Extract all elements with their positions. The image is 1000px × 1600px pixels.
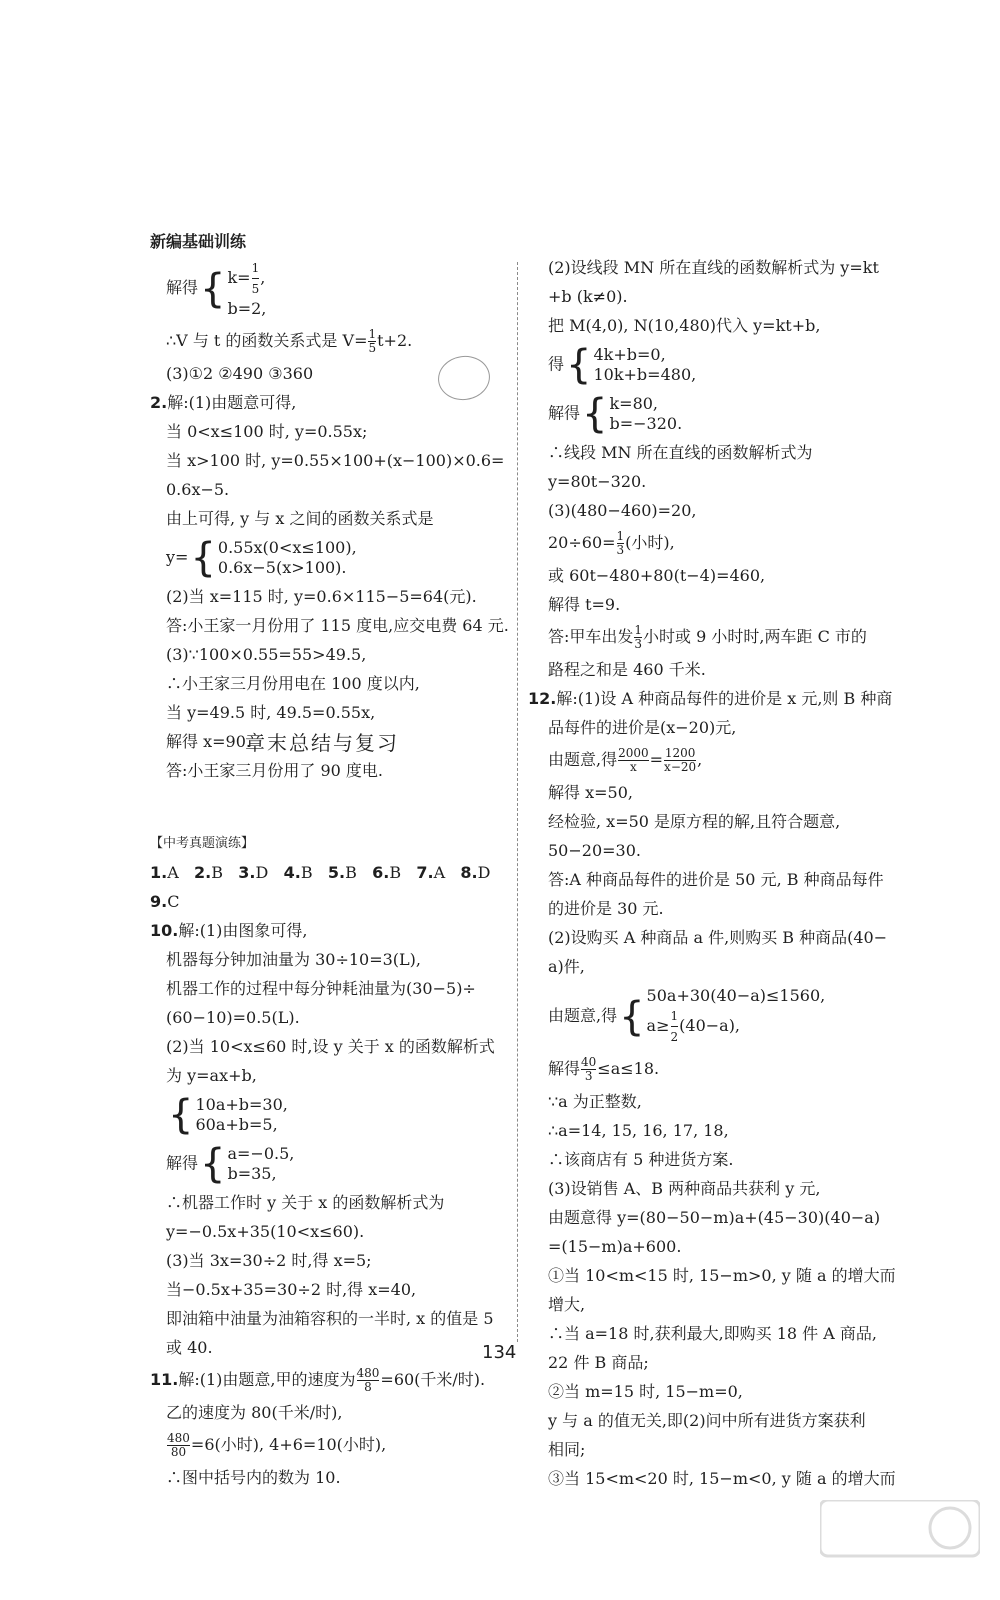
fraction: $\frac{1}{5}$ — [368, 327, 377, 355]
fraction: $\frac{1200}{x-20}$ — [664, 746, 697, 774]
running-header: 新编基础训练 — [150, 232, 247, 251]
text-line: 当 x>100 时, y=0.55×100+(x−100)×0.6= — [166, 451, 505, 470]
exam-tag: 【中考真题演练】 — [150, 836, 255, 851]
text-line: 由题意得 y=(80−50−m)a+(45−30)(40−a) — [548, 1208, 881, 1227]
text-line: 20÷60= $\frac{1}{3}$ (小时), — [548, 529, 675, 557]
text-line: 由题意,得 $\frac{2000}{x}$ = $\frac{1200}{x-20}$ , — [548, 746, 703, 774]
text-line: (2)设线段 MN 所在直线的函数解析式为 y=kt — [548, 258, 879, 277]
piecewise-function: y= { 0.55x(0<x≤100), 0.6x−5(x>100). — [166, 535, 357, 581]
text-line: =(15−m)a+600. — [548, 1237, 682, 1256]
text-line: ∴a=14, 15, 16, 17, 18, — [548, 1121, 729, 1140]
equation-system: 解得 { k=80, b=−320. — [548, 391, 683, 437]
text-line: (2)当 x=115 时, y=0.6×115−5=64(元). — [166, 587, 477, 606]
fraction: $\frac{1}{2}$ — [671, 1006, 679, 1047]
text: 解得 — [166, 278, 199, 297]
equation-system: 解得 { a=−0.5, b=35, — [166, 1141, 295, 1187]
text-line: ∴该商店有 5 种进货方案. — [548, 1150, 734, 1169]
text-line: 乙的速度为 80(千米/时), — [166, 1403, 343, 1422]
text-line: ∴线段 MN 所在直线的函数解析式为 — [548, 443, 813, 462]
equation-system: 得 { 4k+b=0, 10k+b=480, — [548, 342, 697, 388]
question-10: 10.解:(1)由图象可得, — [150, 921, 308, 940]
text-line: ∴小王家三月份用电在 100 度以内, — [166, 674, 420, 693]
fraction: $\frac{480}{8}$ — [356, 1366, 380, 1394]
text-line: 解得 x=50, — [548, 783, 633, 802]
question-2: 2.解:(1)由题意可得, — [150, 393, 297, 412]
text-line: 为 y=ax+b, — [166, 1066, 257, 1085]
right-column — [528, 258, 896, 1498]
text-line: 或 60t−480+80(t−4)=460, — [548, 566, 766, 585]
text-line: 当−0.5x+35=30÷2 时,得 x=40, — [166, 1280, 417, 1299]
text-line: 相同; — [548, 1440, 586, 1459]
multiple-choice-answers: 9.C — [150, 892, 180, 911]
text-line: 0.6x−5. — [166, 480, 230, 499]
text-line: (3)(480−460)=20, — [548, 501, 697, 520]
text-line: 当 0<x≤100 时, y=0.55x; — [166, 422, 368, 441]
text-line: a)件, — [548, 957, 585, 976]
multiple-choice-answers: 1.A 2.B 3.D 4.B 5.B 6.B 7.A 8.D — [150, 863, 491, 882]
text-line: 50−20=30. — [548, 841, 641, 860]
text-line: ∴V 与 t 的函数关系式是 V= $\frac{1}{5}$ t+2. — [166, 327, 413, 355]
section-title: 章末总结与复习 — [245, 731, 399, 755]
text-line: ③当 15<m<20 时, 15−m<0, y 随 a 的增大而 — [548, 1469, 896, 1488]
text-line: 机器每分钟加油量为 30÷10=3(L), — [166, 950, 421, 969]
text-line: 把 M(4,0), N(10,480)代入 y=kt+b, — [548, 316, 821, 335]
text-line: 增大, — [548, 1295, 586, 1314]
text-line: ∵a 为正整数, — [548, 1092, 642, 1111]
text-line: 解得 $\frac{40}{3}$ ≤a≤18. — [548, 1055, 660, 1083]
text-line: (3)当 3x=30÷2 时,得 x=5; — [166, 1251, 372, 1270]
text-line: 答:小王家一月份用了 115 度电,应交电费 64 元. — [166, 616, 509, 635]
text-line: (3)设销售 A、B 两种商品共获利 y 元, — [548, 1179, 821, 1198]
watermark-logo — [820, 1500, 980, 1590]
question-12: 12.解:(1)设 A 种商品每件的进价是 x 元,则 B 种商 — [528, 689, 893, 708]
question-11: 11.解:(1)由题意,甲的速度为 $\frac{480}{8}$ =60(千米/时). — [150, 1366, 486, 1394]
text-line: +b (k≠0). — [548, 287, 628, 306]
fraction: $\frac{1}{5}$ — [252, 258, 260, 299]
text-line: (3)①2 ②490 ③360 — [166, 364, 314, 383]
text-line: 22 件 B 商品; — [548, 1353, 649, 1372]
text-line: (2)当 10<x≤60 时,设 y 关于 x 的函数解析式 — [166, 1037, 495, 1056]
text-line: (3)∵100×0.55=55>49.5, — [166, 645, 367, 664]
text-line: ∴图中括号内的数为 10. — [166, 1468, 341, 1487]
text-line: ∴当 a=18 时,获利最大,即购买 18 件 A 商品, — [548, 1324, 877, 1343]
text: k= — [227, 268, 251, 287]
text-line: 或 40. — [166, 1338, 213, 1357]
text-line: 由上可得, y 与 x 之间的函数关系式是 — [166, 509, 434, 528]
text-line: (2)设购买 A 种商品 a 件,则购买 B 种商品(40− — [548, 928, 888, 947]
text-line: 解得 t=9. — [548, 595, 621, 614]
fraction: $\frac{480}{80}$ — [167, 1431, 190, 1459]
solution-system — [150, 258, 495, 319]
text-line: ②当 m=15 时, 15−m=0, — [548, 1382, 743, 1401]
fraction: $\frac{1}{3}$ — [634, 623, 643, 651]
page-number: 134 — [482, 1342, 517, 1363]
text-line: y 与 a 的值无关,即(2)问中所有进货方案获利 — [548, 1411, 866, 1430]
fraction: $\frac{2000}{x}$ — [618, 746, 649, 774]
text-line: 答:A 种商品每件的进价是 50 元, B 种商品每件 — [548, 870, 884, 889]
text-line: $\frac{480}{80}$ =6(小时), 4+6=10(小时), — [167, 1431, 387, 1459]
text-line: 品每件的进价是(x−20)元, — [548, 718, 737, 737]
text: b=2, — [227, 299, 267, 318]
equation-system: { 10a+b=30, 60a+b=5, — [168, 1092, 288, 1138]
text-line: 答:甲车出发 $\frac{1}{3}$ 小时或 9 小时时,两车距 C 市的 — [548, 623, 867, 651]
text-line: 解得 x=90. — [166, 732, 251, 751]
question-number: 2. — [150, 393, 168, 412]
text-line: ①当 10<m<15 时, 15−m>0, y 随 a 的增大而 — [548, 1266, 896, 1285]
text-line: y=−0.5x+35(10<x≤60). — [166, 1222, 365, 1241]
inequality-system: 由题意,得 { 50a+30(40−a)≤1560, a≥ $\frac{1}{2}$ (40−a), — [548, 986, 893, 1047]
column-divider — [517, 262, 518, 1342]
text-line: ∴机器工作时 y 关于 x 的函数解析式为 — [166, 1193, 445, 1212]
text-line: y=80t−320. — [548, 472, 647, 491]
fraction: $\frac{40}{3}$ — [581, 1055, 597, 1083]
text-line: 当 y=49.5 时, 49.5=0.55x, — [166, 703, 376, 722]
text-line: 路程之和是 460 千米. — [548, 660, 706, 679]
text-line: 机器工作的过程中每分钟耗油量为(30−5)÷ — [166, 979, 476, 998]
text-line: (60−10)=0.5(L). — [166, 1008, 300, 1027]
text-line: 的进价是 30 元. — [548, 899, 664, 918]
text-line: 即油箱中油量为油箱容积的一半时, x 的值是 5 — [166, 1309, 494, 1328]
text-line: 经检验, x=50 是原方程的解,且符合题意, — [548, 812, 841, 831]
text-line: 答:小王家三月份用了 90 度电. — [166, 761, 384, 780]
fraction: $\frac{1}{3}$ — [616, 529, 625, 557]
equation-system: { k= $\frac{1}{5}$ , b=2, — [198, 258, 266, 319]
